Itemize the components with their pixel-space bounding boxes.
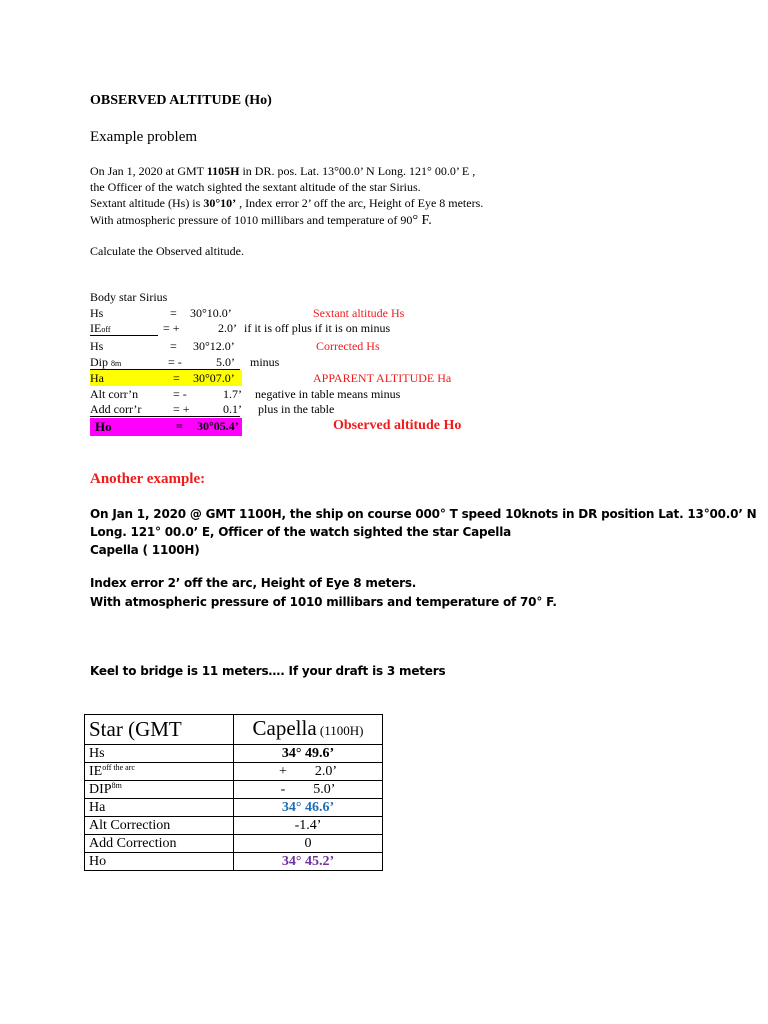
table-cell-label: Hs [85,745,234,763]
calc-right-label: APPARENT ALTITUDE Ha [313,371,452,385]
table-row [85,799,383,817]
calc-value: 5.0’ [216,355,235,369]
calc-op: = - [173,387,187,401]
calc-right-label: Corrected Hs [316,339,380,353]
calc-label-text: IE [90,321,102,335]
calc-op: = [173,371,180,385]
ex2-line-6: Keel to bridge is 11 meters…. If your draft is 3 meters [90,664,446,678]
problem-line-1 [90,164,475,180]
problem-line-3 [90,196,483,212]
calc-op: = + [163,321,180,335]
problem-text: in DR. pos. Lat. 13°00.0’ N Long. 121° 00.0’ E , [239,164,476,178]
table-header-star: Star (GMT [85,715,234,745]
problem-hs: 30°10’ [203,196,237,210]
calc-value: 30°10.0’ [190,306,232,320]
label-sup: 8m [111,781,122,790]
calc-label-text: Dip [90,355,108,369]
table-row [85,853,383,871]
table-cell-label: Alt Correction [85,817,234,835]
table-cell-value: + 2.0’ [234,763,383,781]
ex2-line-3: Capella ( 1100H) [90,543,200,557]
ex2-line-5: With atmospheric pressure of 1010 millibars and temperature of 70° F. [90,595,557,609]
calc-op: = [170,339,177,353]
calc-label-sub: off [101,325,111,334]
subtitle: Example problem [90,129,198,145]
ex2-line-1: On Jan 1, 2020 @ GMT 1100H, the ship on course 000° T speed 10knots in DR position Lat. 13°00.0’ N [90,507,757,521]
table-cell-value: 34° 46.6’ [234,799,383,817]
table-cell-label: Ha [85,799,234,817]
calc-value: 30°07.0’ [193,371,235,385]
table-row [85,763,383,781]
calc-right-label: Sextant altitude Hs [313,306,405,320]
another-example-heading: Another example: [90,471,206,487]
calc-label: Hs [90,339,104,353]
table-cell-value: - 5.0’ [234,781,383,799]
ex2-line-2: Long. 121° 00.0’ E, Officer of the watch sighted the star Capella [90,525,512,539]
calc-op: = [176,419,183,433]
problem-line-2: the Officer of the watch sighted the sextant altitude of the star Sirius. [90,180,421,194]
table-cell-label [85,781,234,799]
table-cell-label [85,763,234,781]
table-cell-label: Ho [85,853,234,871]
problem-text: With atmospheric pressure of 1010 millibars and temperature of 90 [90,213,413,227]
body-star: Body star Sirius [90,290,168,304]
calc-op: = + [173,402,190,416]
table-header-row [85,715,383,745]
calc-value: 30°05.4’ [197,419,239,433]
problem-text: On Jan 1, 2020 at GMT [90,164,207,178]
calc-note: negative in table means minus [255,387,401,401]
label-sup: off the arc [102,763,135,772]
calc-op: = - [168,355,182,369]
calc-label [90,355,121,370]
calc-label-sub: 8m [111,359,122,368]
table-row [85,817,383,835]
ex2-line-4: Index error 2’ off the arc, Height of Eye 8 meters. [90,576,417,590]
underline [90,335,158,336]
calc-note: if it is off plus if it is on minus [244,321,391,335]
calc-value: 30°12.0’ [193,339,235,353]
table-row [85,835,383,853]
calc-value: 2.0’ [218,321,237,335]
calc-note: minus [250,355,280,369]
table-row [85,745,383,763]
page-title: OBSERVED ALTITUDE (Ho) [90,93,272,108]
calc-label: Ho [95,419,112,434]
calc-label: Hs [90,306,104,320]
calc-note: plus in the table [258,402,335,416]
calc-label: Add corr’r [90,402,142,416]
instruction: Calculate the Observed altitude. [90,244,244,258]
table-cell-value: 0 [234,835,383,853]
calc-label: Ha [90,371,104,385]
calc-label: Alt corr’n [90,387,139,401]
calc-label [90,321,111,336]
table-header-time: (1100H) [316,723,364,738]
underline [90,416,240,417]
problem-line-4 [90,213,432,229]
label-text: IE [89,764,103,779]
calc-op: = [170,306,177,320]
table-cell-value: 34° 49.6’ [234,745,383,763]
table-header-capella [234,715,383,745]
problem-text: , Index error 2’ off the arc, Height of Eye 8 meters. [236,196,484,210]
table-cell-value: 34° 45.2’ [234,853,383,871]
label-text: DIP [89,782,112,797]
problem-text: Sextant altitude (Hs) is [90,196,204,210]
table-cell-value: -1.4’ [234,817,383,835]
table-cell-label: Add Correction [85,835,234,853]
calc-right-label: Observed altitude Ho [333,418,462,433]
table-row [85,781,383,799]
problem-temp-unit: ° F. [412,213,432,228]
calc-value: 1.7’ [223,387,242,401]
table-header-capella-name: Capella [252,716,317,740]
calc-value: 0.1’ [223,402,242,416]
problem-gmt: 1105H [206,164,240,178]
capella-table [84,714,383,871]
